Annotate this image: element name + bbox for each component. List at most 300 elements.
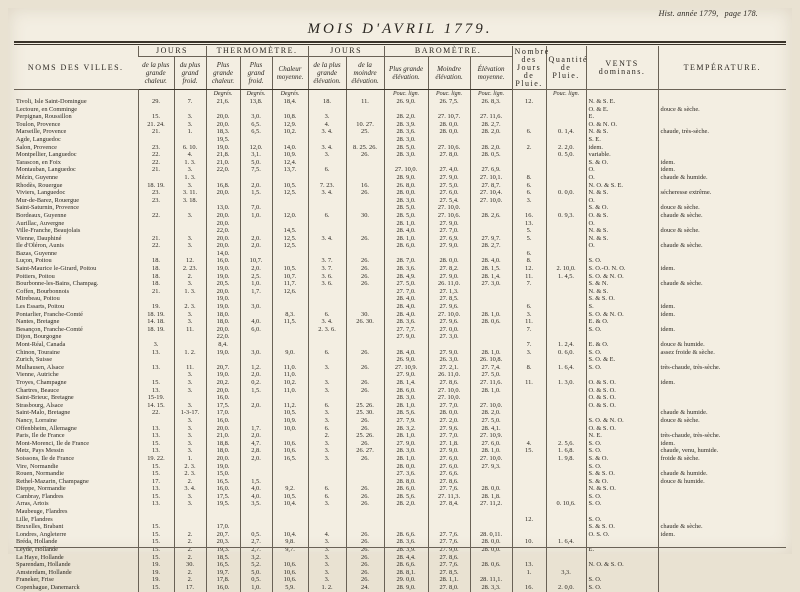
temp-min: 2,0. [240,432,272,440]
day-max-cold: 3. [174,113,206,121]
winds: N. & S. [586,235,658,243]
winds: S. O. & N. O. [586,273,658,281]
rain-quantity [546,417,586,425]
temperature-note: idem. [658,166,786,174]
temp-max [206,106,240,114]
table-row [14,212,786,220]
winds: S. O. [586,440,658,448]
day-max-cold: 2. 3. [174,470,206,478]
table-row [14,554,786,562]
day-max-heat: 18. [138,265,174,273]
temp-min: 6,5. [240,121,272,129]
temp-max: 16,0. [206,417,240,425]
day-max-heat: 21. [138,235,174,243]
rain-days: 6. [512,250,546,258]
temp-avg: 11,2. [272,402,308,410]
temp-avg: 12,5. [272,235,308,243]
rain-days: 16. [512,584,546,592]
temperature-note: très-chaude, très-sèche. [658,432,786,440]
day-max-heat: 23. [138,197,174,205]
temp-max: 19,0. [206,273,240,281]
winds: S. & O. [586,204,658,212]
header-barometre: BAROMÈTRE. [384,46,512,57]
day-max-pressure [308,303,346,311]
temp-max: 20,0. [206,387,240,395]
temp-min: 0,5. [240,531,272,539]
table-row [14,470,786,478]
temp-max: 13,0. [206,204,240,212]
rain-quantity: 0. 1,4. [546,128,586,136]
pressure-avg: 28. 0,0. [470,546,512,554]
day-max-pressure [308,204,346,212]
day-max-pressure: 3. [308,554,346,562]
pressure-max [384,159,428,167]
temp-min: 7,0. [240,204,272,212]
pressure-avg: 28. 4,1. [470,425,512,433]
winds: N. O. & S. E. [586,182,658,190]
temp-max: 19,5. [206,136,240,144]
city-name: Toulon, Provence [16,120,61,128]
pressure-avg [470,333,512,341]
temp-max: 21,0. [206,432,240,440]
temp-min [240,174,272,182]
winds [586,508,658,516]
day-max-pressure: 6. [308,493,346,501]
rain-days [512,106,546,114]
rain-quantity: 0. 5,0. [546,151,586,159]
rain-days [512,478,546,486]
table-row [14,417,786,425]
table-row [14,341,786,349]
temperature-note: idem. [658,265,786,273]
temp-max [206,356,240,364]
rain-quantity [546,98,586,106]
pressure-avg [470,288,512,296]
table-row [14,151,786,159]
day-max-cold [174,106,206,114]
pressure-max: 28. 5,0. [384,212,428,220]
winds: E. & O. [586,341,658,349]
rain-days [512,136,546,144]
pressure-max: 28. 5,0. [384,144,428,152]
city-name: Strasbourg, Alsace [16,401,64,409]
city-name: Rethel-Mazarin, Champagne [16,477,89,485]
temp-min [240,516,272,524]
day-max-heat: 15. [138,113,174,121]
day-min-pressure [346,288,384,296]
temp-avg: 16,5. [272,455,308,463]
pressure-min: 27. 2,1. [428,364,470,372]
day-min-pressure [346,136,384,144]
pressure-max: 28. 3,0. [384,447,428,455]
temp-avg [272,250,308,258]
temp-min [240,220,272,228]
pressure-max: 28. 2,0. [384,113,428,121]
rain-days [512,432,546,440]
day-max-pressure: 6. [308,485,346,493]
rain-days [512,576,546,584]
day-min-pressure: 26. [346,561,384,569]
pressure-min [428,136,470,144]
rain-days: 7. [512,341,546,349]
rain-quantity [546,136,586,144]
day-max-heat: 13. [138,432,174,440]
rain-quantity [546,470,586,478]
winds: N. & S. O. [586,485,658,493]
temp-avg: 10,5. [272,265,308,273]
winds: S. O. [586,584,658,592]
temp-min: 2,0. [240,371,272,379]
temp-avg [272,136,308,144]
day-max-cold [174,204,206,212]
city-name: Sparendam, Hollande [16,561,71,569]
day-max-cold: 7. [174,98,206,106]
temp-max [206,508,240,516]
rain-days: 3. [512,197,546,205]
pressure-min [428,250,470,258]
temp-avg: 10,5. [272,182,308,190]
temp-max: 20,0. [206,288,240,296]
pressure-avg [470,295,512,303]
table-row [14,235,786,243]
day-max-pressure: 18. [308,98,346,106]
rain-days: 16. [512,212,546,220]
rain-days: 11. [512,379,546,387]
pressure-min: 27. 6,6. [428,470,470,478]
day-max-heat [138,174,174,182]
temp-avg [272,432,308,440]
city-name: Vienne, Autriche [16,371,59,379]
winds: S. E. [586,136,658,144]
temp-min [240,463,272,471]
rain-days [512,523,546,531]
temperature-note [658,197,786,205]
day-max-heat [138,204,174,212]
pressure-max: 28. 3,0. [384,151,428,159]
day-min-pressure [346,204,384,212]
temp-max: 19,0. [206,144,240,152]
temperature-note: douce & sèche. [658,227,786,235]
day-max-heat: 13. [138,364,174,372]
temp-min: 5,2. [240,561,272,569]
winds: O. & E. [586,106,658,114]
day-max-pressure [308,136,346,144]
day-max-cold: 11. [174,364,206,372]
day-max-cold: 3. [174,182,206,190]
table-row [14,174,786,182]
day-min-pressure [346,295,384,303]
rain-quantity: 1. 2,4. [546,341,586,349]
city-name: Bruxelles, Brabant [16,523,64,531]
day-max-pressure: 3. [308,455,346,463]
rain-days: 3. [512,349,546,357]
city-name: Troyes, Champagne [16,378,67,386]
temperature-note [658,493,786,501]
day-min-pressure: 26. [346,265,384,273]
temp-max: 18,8. [206,440,240,448]
temperature-note: douce & humide. [658,478,786,486]
rain-quantity [546,227,586,235]
day-max-pressure: 4. [308,121,346,129]
rain-days [512,295,546,303]
pressure-max: 28. 2,0. [384,500,428,508]
pressure-min: 27. 4,0. [428,166,470,174]
table-row [14,136,786,144]
day-max-cold: 3. [174,440,206,448]
rain-days: 7. [512,280,546,288]
day-max-heat: 18. [138,257,174,265]
temp-max: 20,3. [206,538,240,546]
temperature-note [658,371,786,379]
day-max-heat: 3. [138,341,174,349]
winds: S. O. [586,447,658,455]
temperature-note: chaude & sèche. [658,523,786,531]
table-row [14,197,786,205]
temp-avg: 11,0. [272,364,308,372]
pressure-avg: 27. 10,0. [470,402,512,410]
temp-max: 16,5. [206,561,240,569]
winds: S. & N. [586,280,658,288]
temp-max: 20,0. [206,455,240,463]
pressure-avg: 28. 3,3. [470,584,512,592]
city-name: Marseille, Provence [16,128,67,136]
unit-pouc-2: Pouc. lign. [428,90,470,99]
city-name: Metz, Pays Messin [16,447,64,455]
city-name: Amsterdam, Hollande [16,568,72,576]
temperature-note [658,402,786,410]
temp-avg: 9,2. [272,485,308,493]
temp-avg: 9,8. [272,538,308,546]
day-min-pressure: 26. [346,349,384,357]
pressure-max: 28. 6,6. [384,531,428,539]
city-name: Nancy, Lorraine [16,416,57,424]
day-max-cold: 3. [174,242,206,250]
pressure-avg: 27. 10,9. [470,432,512,440]
temp-avg: 10,5. [272,409,308,417]
day-max-heat: 18. [138,273,174,281]
rain-quantity [546,182,586,190]
day-max-cold [174,516,206,524]
table-row [14,394,786,402]
pressure-avg [470,341,512,349]
rain-quantity: 2. 2,0. [546,144,586,152]
temp-avg [272,478,308,486]
day-max-cold: 3. 4. [174,485,206,493]
header-moindre-elevation: Moindre élévation. [428,57,470,90]
rain-quantity [546,356,586,364]
pressure-min: 27. 6,0. [428,455,470,463]
temperature-note: très-chaude, très-sèche. [658,364,786,372]
temp-avg [272,295,308,303]
pressure-avg: 28. 0,0. [470,538,512,546]
day-max-cold: 3. [174,318,206,326]
city-name: Cambray, Flandres [16,492,64,500]
temp-min: 3,1. [240,151,272,159]
pressure-min: 28. 0,0. [428,409,470,417]
pressure-avg: 28. 0,11. [470,531,512,539]
bottom-rule [14,547,786,548]
day-max-pressure: 3. 4. [308,318,346,326]
rain-days: 1. [512,569,546,577]
temp-avg: 12,4. [272,159,308,167]
table-row [14,538,786,546]
day-max-heat: 21. 24. [138,121,174,129]
temp-max: 19,7. [206,569,240,577]
day-max-cold: 4. [174,151,206,159]
day-max-cold: 3. [174,417,206,425]
table-row [14,440,786,448]
table-row [14,326,786,334]
day-min-pressure: 26. [346,235,384,243]
day-max-pressure: 3. [308,379,346,387]
winds: O. & S. O. [586,387,658,395]
rain-quantity [546,121,586,129]
rain-quantity [546,371,586,379]
pressure-avg: 28. 4,0. [470,257,512,265]
day-min-pressure [346,523,384,531]
rain-quantity [546,326,586,334]
temperature-note: douce & sèche. [658,417,786,425]
pressure-min: 27. 6,0. [428,463,470,471]
day-max-cold [174,333,206,341]
table-row [14,159,786,167]
day-max-pressure: 3. [308,561,346,569]
pressure-min: 27. 10,0. [428,204,470,212]
day-max-heat: 13. [138,447,174,455]
pressure-max: 28. 3,2. [384,425,428,433]
table-row [14,425,786,433]
rain-quantity [546,333,586,341]
day-max-pressure: 3. [308,569,346,577]
table-row [14,576,786,584]
temp-avg: 9,0. [272,349,308,357]
temperature-note [658,394,786,402]
pressure-min: 27. 9,0. [428,447,470,455]
day-max-heat: 15. [138,493,174,501]
temp-avg: 11,7. [272,280,308,288]
city-name: Saint-Saturnin, Provence [16,204,79,212]
table-row [14,128,786,136]
pressure-min: 27. 9,6. [428,303,470,311]
day-max-cold: 12. [174,257,206,265]
table-row [14,98,786,106]
temperature-note [658,235,786,243]
rain-days: 10. [512,538,546,546]
day-max-pressure [308,242,346,250]
pressure-min: 27. 10,6. [428,212,470,220]
temp-max: 19,3. [206,546,240,554]
table-row [14,447,786,455]
temp-avg [272,204,308,212]
pressure-max [384,250,428,258]
temp-min [240,295,272,303]
city-name: Tarascon, en Foix [16,158,61,166]
rain-quantity: 1. 9,8. [546,455,586,463]
temp-min: 1,5. [240,387,272,395]
temp-min: 4,7. [240,440,272,448]
temperature-note [658,356,786,364]
rain-quantity [546,531,586,539]
pressure-min: 27. 9,6. [428,318,470,326]
temp-avg: 10,4. [272,500,308,508]
day-max-cold: 3. [174,379,206,387]
day-max-cold [174,394,206,402]
pressure-avg [470,470,512,478]
day-max-pressure [308,333,346,341]
pressure-avg [470,303,512,311]
temp-min: 4,0. [240,318,272,326]
day-max-cold: 3. [174,311,206,319]
pressure-max: 29. 0,0. [384,576,428,584]
pressure-avg [470,326,512,334]
day-min-pressure [346,250,384,258]
temperature-note [658,485,786,493]
table-row [14,265,786,273]
city-name: La Haye, Hollande [16,553,64,561]
day-max-cold: 2. [174,546,206,554]
temp-min: 4,0. [240,485,272,493]
temp-min [240,508,272,516]
day-max-pressure: 3. [308,409,346,417]
temp-min: 1,0. [240,212,272,220]
temp-max: 20,7. [206,364,240,372]
day-max-heat: 18. 19. [138,311,174,319]
day-min-pressure: 26. [346,425,384,433]
pressure-min: 27. 1,3. [428,288,470,296]
temperature-note [658,151,786,159]
winds: O. [586,166,658,174]
pressure-max: 28. 8,0. [384,478,428,486]
temp-min: 5,0. [240,159,272,167]
temp-avg [272,463,308,471]
winds: S. & O. [586,478,658,486]
header-jours-chaleur: de la plus grande chaleur. [138,57,174,90]
pressure-max: 27. 10,9. [384,364,428,372]
city-name: Lectoure, en Comminge [16,105,78,113]
winds: S. O. [586,516,658,524]
pressure-avg: 27. 8,7. [470,182,512,190]
temp-avg [272,470,308,478]
temp-min [240,409,272,417]
table-row [14,455,786,463]
table-row [14,288,786,296]
day-min-pressure: 8. 25. 26. [346,144,384,152]
winds: S. O. [586,500,658,508]
rain-days: 5. [512,235,546,243]
rain-quantity: 0. 10,6. [546,500,586,508]
pressure-min: 26. 3,0. [428,356,470,364]
table-row [14,273,786,281]
temp-max: 19,0. [206,265,240,273]
rain-quantity: 0. 6,0. [546,349,586,357]
pressure-min: 27. 9,6. [428,425,470,433]
temp-min: 0,5. [240,576,272,584]
day-max-pressure: 3. 4. [308,128,346,136]
winds: O. [586,242,658,250]
city-name: Lille, Flandres [16,515,53,523]
day-min-pressure [346,106,384,114]
day-min-pressure: 26. [346,485,384,493]
pressure-avg: 27. 7,4. [470,364,512,372]
pressure-min: 27. 8,0. [428,151,470,159]
register-page [8,8,792,591]
day-max-pressure: 6. [308,349,346,357]
winds: S. O.-O. N. O. [586,265,658,273]
winds: N. O. & S. O. [586,561,658,569]
temp-max: 16,5. [206,478,240,486]
table-row [14,166,786,174]
day-max-heat [138,417,174,425]
